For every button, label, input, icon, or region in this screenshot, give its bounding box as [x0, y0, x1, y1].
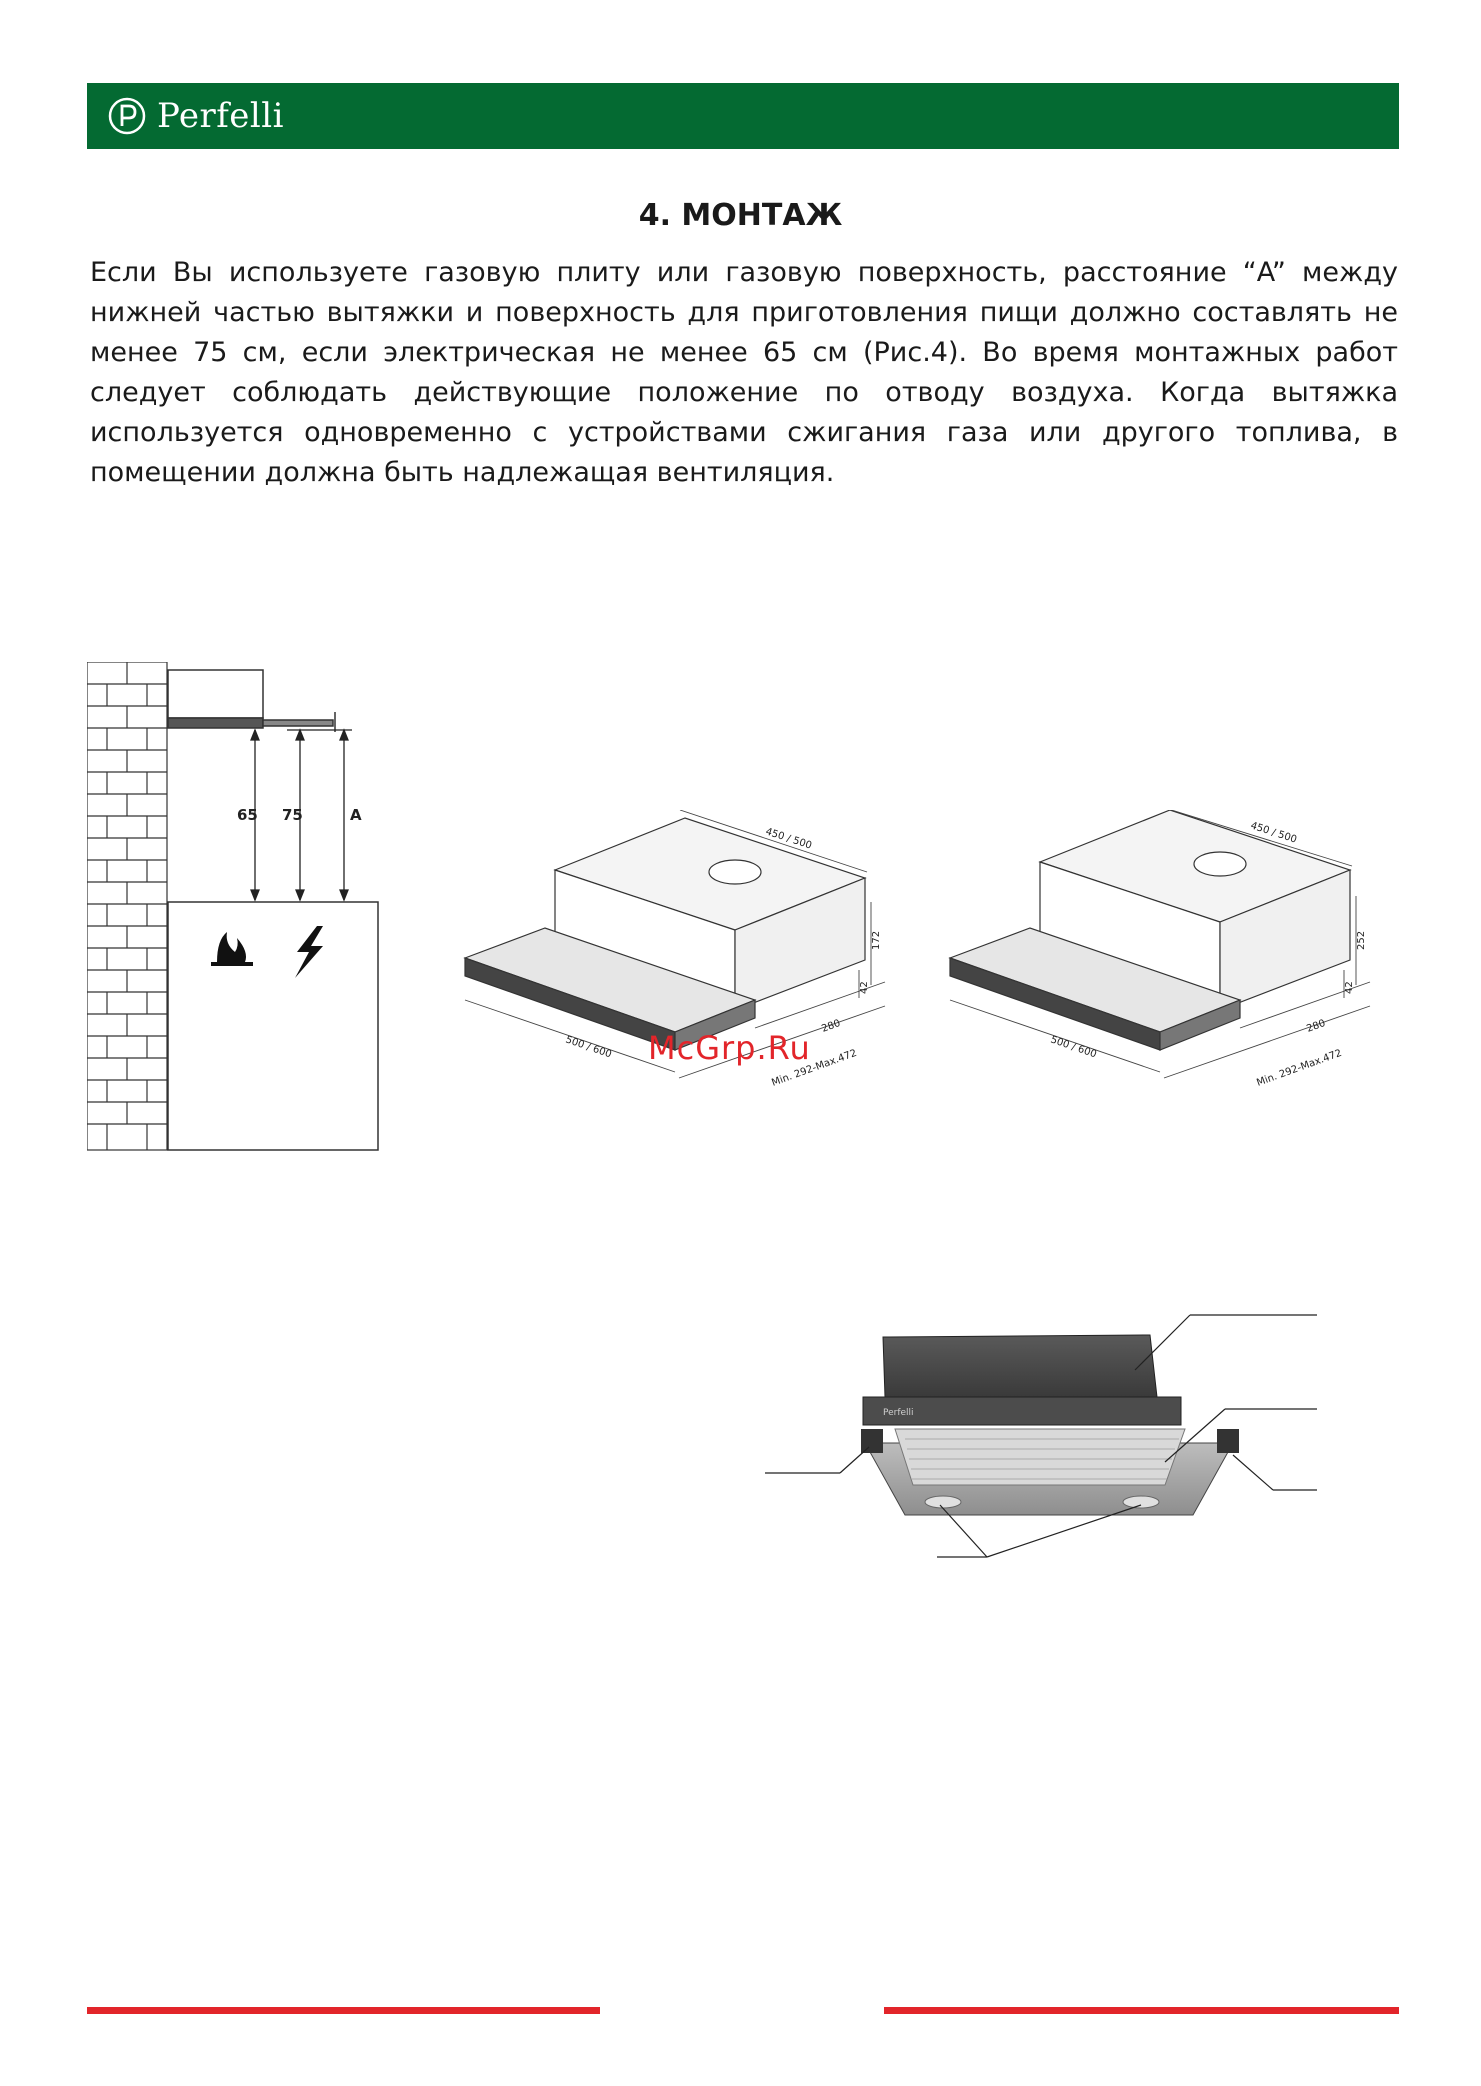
dim-depth-small-2: 42 — [1344, 981, 1355, 994]
header-bar — [87, 83, 1399, 149]
dim-label-a: A — [350, 806, 362, 824]
dim-height-2: 252 — [1356, 930, 1367, 950]
dim-width-front-2: 500 / 600 — [1049, 1034, 1098, 1061]
dim-label-75: 75 — [282, 806, 303, 824]
hood-side-view — [168, 670, 335, 732]
dim-extension-2: Min. 292-Max.472 — [1255, 1047, 1344, 1089]
dim-label-65: 65 — [237, 806, 258, 824]
lamp-left — [925, 1496, 961, 1508]
lamp-right — [1123, 1496, 1159, 1508]
brand-logo — [107, 95, 284, 137]
perfelli-logo-icon — [107, 96, 147, 136]
hood-front-label: Perfelli — [883, 1408, 914, 1418]
brand-name: Perfelli — [157, 96, 285, 136]
section-title: 4. МОНТАЖ — [638, 198, 843, 233]
watermark: McGrp.Ru — [648, 1029, 811, 1067]
footer-line-left — [87, 2007, 600, 2014]
dim-width-top-1: 450 / 500 — [764, 826, 814, 852]
footer-line-right — [884, 2007, 1399, 2014]
dim-width-top-2: 450 / 500 — [1249, 820, 1299, 846]
product-photo — [765, 1305, 1335, 1575]
grease-filter — [895, 1429, 1185, 1485]
installation-intro-text: Если Вы используете газовую плиту или газовую поверхность, расстояние “A” между нижней частью вытяжки и поверхность для приготовления пищи должно составлять не менее 75 см, если электрическая не менее 65 см (Рис.4). Во время монтажных работ следует соблюдать действующие положение по отводу воздуха. Когда вытяжка используется одновременно с устройствами сжигания газа или другого топлива, в помещении должна быть надлежащая вентиляция. — [90, 257, 1398, 488]
dimension-drawing-2 — [940, 810, 1380, 1120]
dim-depth-small-1: 42 — [859, 981, 870, 994]
dim-depth-2: 280 — [1305, 1017, 1327, 1035]
left-slide-bracket — [861, 1429, 883, 1453]
right-slide-bracket — [1217, 1429, 1239, 1453]
brick-wall — [87, 662, 167, 1150]
cooktop-cabinet — [168, 902, 378, 1150]
dim-height-1: 172 — [871, 930, 882, 950]
dimension-drawing-1 — [455, 810, 895, 1120]
dim-depth-1: 280 — [820, 1017, 842, 1035]
dim-width-front-1: 500 / 600 — [564, 1034, 613, 1061]
hood-top-panel — [883, 1335, 1157, 1397]
dim-extension-1: Min. 292-Max.472 — [770, 1047, 859, 1089]
mounting-height-diagram — [87, 662, 387, 1152]
